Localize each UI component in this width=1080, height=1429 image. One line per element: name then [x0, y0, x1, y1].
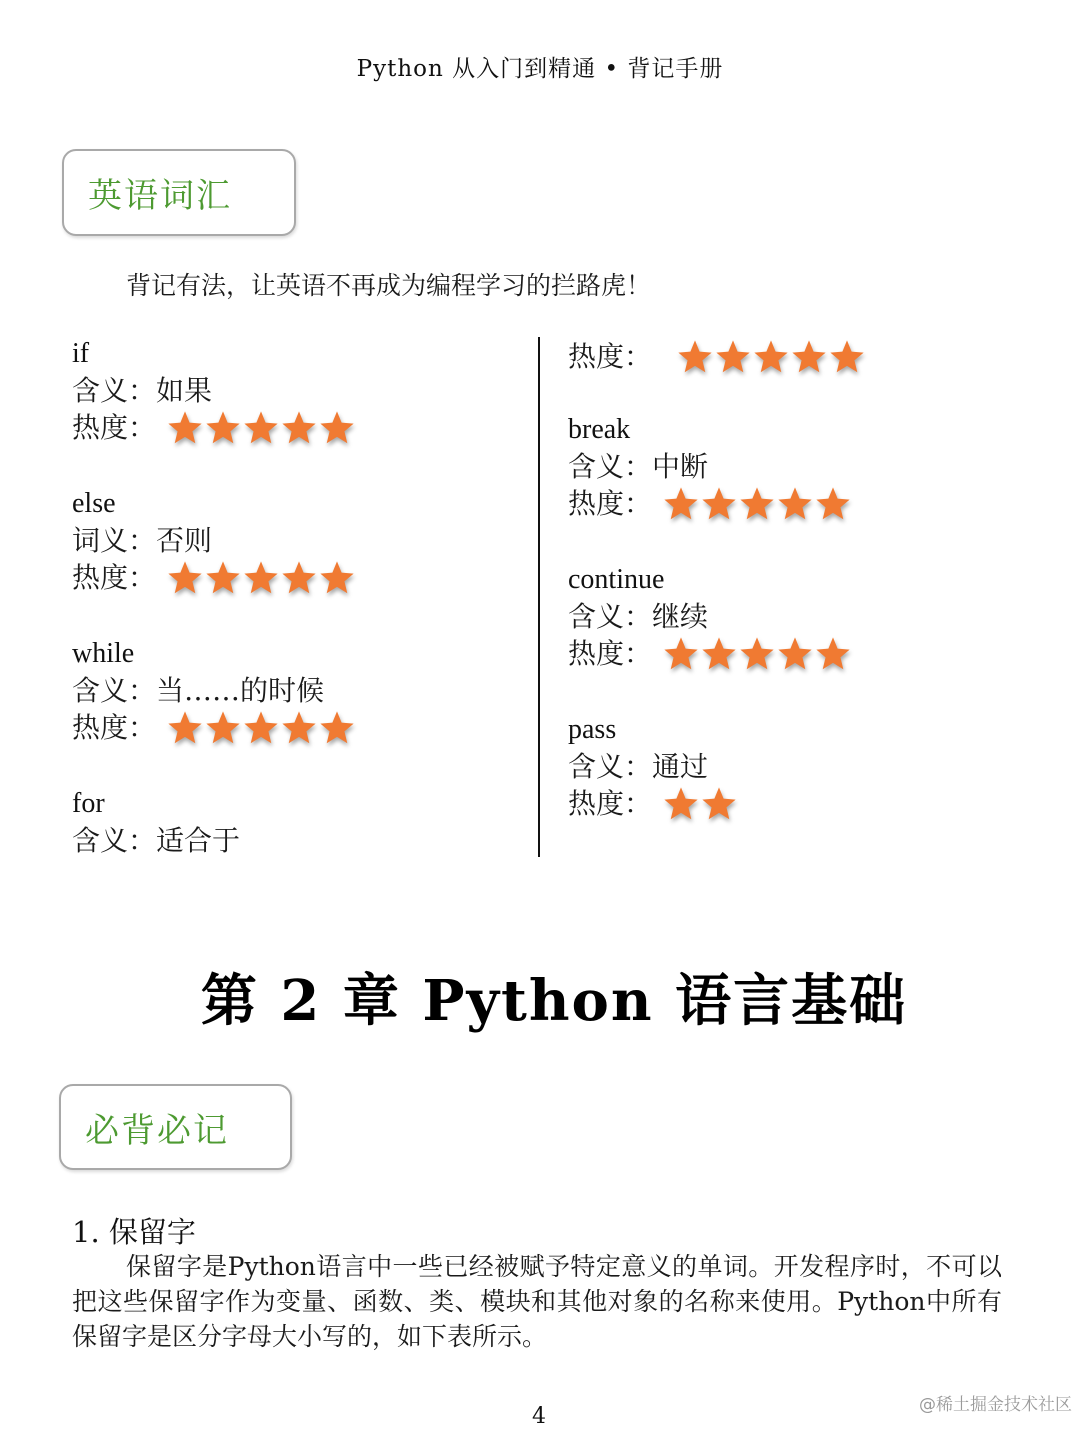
watermark: @稀土掘金技术社区: [919, 1395, 1072, 1415]
column-divider: [538, 337, 540, 857]
star-icon: [280, 559, 318, 597]
star-icon: [204, 409, 242, 447]
star-icon: [166, 409, 204, 447]
star-icon: [700, 785, 738, 823]
vocab-entry-while: [72, 636, 512, 746]
star-icon: [676, 338, 714, 376]
subsection-heading-reserved-words: 1. 保留字: [72, 1215, 196, 1249]
vocab-heat: 热度：: [568, 485, 1028, 522]
star-icon: [280, 409, 318, 447]
vocab-heat: 热度：: [72, 559, 512, 596]
star-icon: [790, 338, 828, 376]
star-icon: [700, 485, 738, 523]
star-rating: [662, 785, 738, 823]
star-icon: [662, 635, 700, 673]
vocab-entry-for: [72, 786, 512, 859]
star-icon: [776, 635, 814, 673]
star-icon: [752, 338, 790, 376]
vocab-word: for: [72, 788, 105, 819]
section-title-vocabulary: 英语词汇: [62, 149, 296, 236]
section-title-must-memorize: 必背必记: [59, 1084, 292, 1170]
star-icon: [280, 709, 318, 747]
vocab-entry-pass: [568, 712, 1028, 822]
vocab-entry-break: [568, 412, 1028, 522]
star-icon: [700, 635, 738, 673]
star-rating: [166, 709, 356, 747]
vocab-heat: 热度：: [568, 336, 1028, 378]
star-icon: [776, 485, 814, 523]
vocabulary-column-right: [568, 336, 1028, 822]
chapter-title: 第 2 章 Python 语言基础: [200, 968, 908, 1034]
vocab-word: else: [72, 488, 116, 519]
vocab-entry-else: [72, 486, 512, 596]
page-number: 4: [532, 1404, 546, 1429]
star-icon: [318, 709, 356, 747]
vocab-entry-continue: [568, 562, 1028, 672]
star-icon: [204, 559, 242, 597]
star-icon: [242, 709, 280, 747]
vocab-word: pass: [568, 714, 617, 745]
vocab-meaning: 含义：如果: [72, 374, 213, 407]
reserved-words-paragraph: 保留字是Python语言中一些已经被赋予特定意义的单词。开发程序时，不可以把这些保留字作为变量、函数、类、模块和其他对象的名称来使用。Python中所有保留字是区分字母大小写的，如下表所示。: [72, 1252, 1002, 1351]
star-icon: [204, 709, 242, 747]
star-icon: [738, 635, 776, 673]
star-icon: [166, 559, 204, 597]
star-icon: [738, 485, 776, 523]
star-icon: [318, 409, 356, 447]
vocab-word: while: [72, 638, 135, 669]
star-icon: [242, 409, 280, 447]
vocab-meaning: 含义：中断: [568, 450, 709, 483]
vocab-heat: 热度：: [568, 785, 1028, 822]
vocab-heat: 热度：: [72, 409, 512, 446]
star-rating: [676, 338, 866, 376]
star-icon: [814, 485, 852, 523]
star-icon: [662, 485, 700, 523]
star-icon: [814, 635, 852, 673]
vocab-word: break: [568, 414, 631, 445]
star-rating: [166, 559, 356, 597]
vocab-meaning: 含义：当……的时候: [72, 674, 325, 707]
vocab-heat: 热度：: [568, 635, 1028, 672]
star-rating: [662, 485, 852, 523]
star-icon: [166, 709, 204, 747]
running-header: Python 从入门到精通 • 背记手册: [356, 56, 724, 82]
vocab-meaning: 含义：继续: [568, 600, 709, 633]
star-rating: [166, 409, 356, 447]
vocab-meaning: 词义：否则: [72, 524, 213, 557]
star-icon: [714, 338, 752, 376]
star-icon: [242, 559, 280, 597]
vocabulary-intro: 背记有法，让英语不再成为编程学习的拦路虎！: [126, 271, 652, 300]
vocab-meaning: 含义：适合于: [72, 824, 241, 857]
vocabulary-column-left: [72, 336, 512, 859]
star-icon: [828, 338, 866, 376]
vocab-heat: 热度：: [72, 709, 512, 746]
star-rating: [662, 635, 852, 673]
vocab-entry-if: [72, 336, 512, 446]
vocab-meaning: 含义：通过: [568, 750, 709, 783]
star-icon: [318, 559, 356, 597]
vocab-word: continue: [568, 564, 665, 595]
star-icon: [662, 785, 700, 823]
vocab-word: if: [72, 338, 90, 369]
